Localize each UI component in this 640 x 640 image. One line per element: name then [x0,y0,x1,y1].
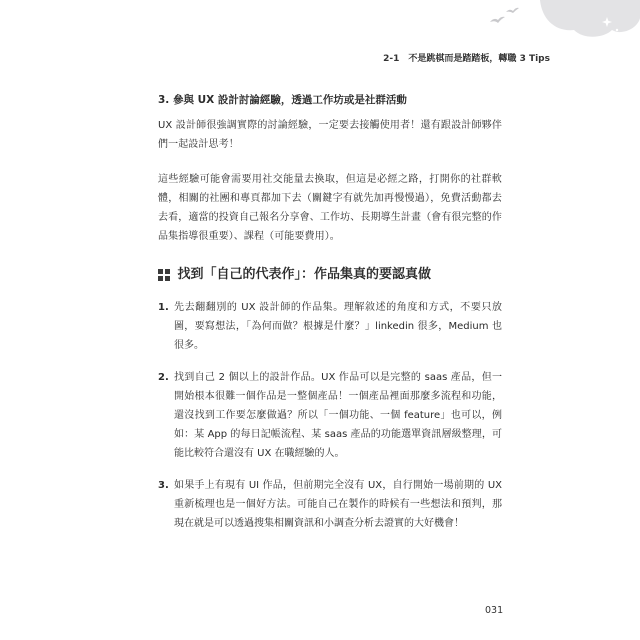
main-section-title-text: 找到「自己的代表作」：作品集真的要認真做 [177,267,432,282]
paragraph: 這些經驗可能會需要用社交能量去換取，但這是必經之路，打開你的社群軟體，相關的社團和專頁都加下去（關鍵字有就先加再慢慢過），免費活動都去去看，適當的投資自己報名分享會、工作坊、長期導生計畫（會有很完整的作品集指導很重要）、課程（可能要費用）。 [158,174,502,242]
list-item-number: 1. [158,302,169,313]
numbered-list [158,298,502,533]
running-head: 2-1 不是跳棋而是踏踏板，轉職 3 Tips [383,54,550,64]
bird-icon [490,17,505,23]
list-item-number: 3. [158,480,169,491]
cloud-decoration [470,0,640,50]
page-content [158,92,502,546]
square-grid-icon [158,269,170,281]
section-heading: 3. 參與 UX 設計討論經驗，透過工作坊或是社群活動 [158,94,407,106]
list-item-text: 先去翻翻別的 UX 設計師的作品集。理解敘述的角度和方式，不要只放圖，要寫想法，「為何而做？根據是什麼？」linkedin 很多，Medium 也很多。 [174,302,502,351]
list-item-text: 找到自己 2 個以上的設計作品。UX 作品可以是完整的 saas 產品，但一開始根本很難一個作品是一整個產品！一個產品裡面那麼多流程和功能，還沒找到工作要怎麼做過？所以「一個功能、一個 feature」也可以，例如：某 App 的每日記帳流程、某 saas 產品的功能選單資訊層級整理，可能比較符合還沒有 UX 在職經驗的人。 [174,372,502,459]
list-item [158,476,502,533]
page-number: 031 [485,605,504,616]
sparkle-dot [616,29,618,31]
cloud-shape [540,0,640,37]
list-item-text: 如果手上有現有 UI 作品，但前期完全沒有 UX，自行開始一場前期的 UX 重新梳理也是一個好方法。可能自己在製作的時候有一些想法和預判，那現在就是可以透過搜集相關資訊和小調查分析去證實的大好機會！ [174,480,502,529]
list-item [158,368,502,463]
list-item [158,298,502,355]
paragraph: UX 設計師很強調實際的討論經驗，一定要去接觸使用者！還有跟設計師夥伴們一起設計思考！ [158,120,502,150]
main-section-title [158,266,502,284]
list-item-number: 2. [158,372,169,383]
bird-icon [506,8,519,13]
